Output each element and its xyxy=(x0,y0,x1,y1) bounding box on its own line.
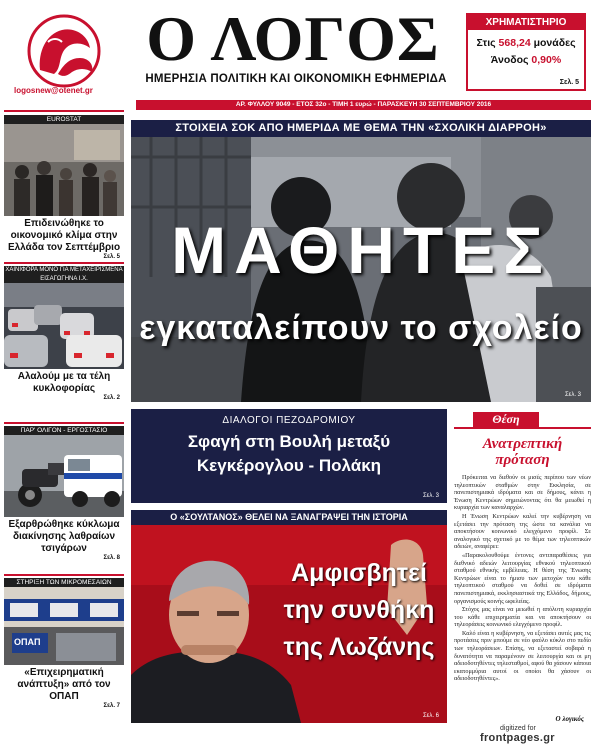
parliament-story-label: ΔΙΑΛΟΓΟΙ ΠΕΖΟΔΡΟΜΙΟΥ xyxy=(222,415,356,426)
sidebar-story-label: EUROSTAT xyxy=(4,115,124,124)
opinion-title-line2: πρόταση xyxy=(495,452,550,468)
sultan-banner: Ο «ΣΟΥΛΤΑΝΟΣ» ΘΕΛΕΙ ΝΑ ΞΑΝΑΓΡΑΨΕΙ ΤΗΝ ΙΣΤΟΡΙΑ xyxy=(131,510,447,525)
lausanne-headline-line3: της Λωζάνης xyxy=(283,633,435,661)
sidebar-story-page: Σελ. 2 xyxy=(103,395,120,401)
sidebar-photo-traffic xyxy=(4,283,124,369)
ticker-change-prefix: Άνοδος xyxy=(490,54,532,66)
parliament-story[interactable] xyxy=(131,409,447,503)
ticker-index-value: 568,24 xyxy=(498,37,531,49)
lead-headline: ΜΑΘΗΤΕΣ xyxy=(171,213,551,287)
stock-ticker-box xyxy=(466,13,586,91)
opinion-paragraph: Πρόκειται να διεθούν οι μισές περίπου των νέων τηλεοπτικών σταθμών στην Εκκλησία, σε πανεπιστημιακά ιδρύματα και σε δήμους, κάνει η Ένωση Κεντρώων σημειώνοντας ότι θα μειωθεί η κυριαρχία των καναλαρχών. xyxy=(454,474,591,512)
sidebar-story-label: ΧΑΙΝΙΦΟΡΑ ΜΟΝΟ ΓΙΑ ΜΕΤΑΧΕΙΡΙΣΜΕΝΑ ΕΙΣΑΓΩΓΗΝΑ Ι.Χ. xyxy=(5,267,123,282)
opinion-title-line1: Ανατρεπτική xyxy=(482,436,563,452)
masthead-subtitle: ΗΜΕΡΗΣΙΑ ΠΟΛΙΤΙΚΗ ΚΑΙ ΟΙΚΟΝΟΜΙΚΗ ΕΦΗΜΕΡΙΔΑ xyxy=(145,73,447,85)
sidebar-rule xyxy=(4,262,124,264)
sidebar-story-4[interactable] xyxy=(4,578,124,709)
lausanne-story[interactable] xyxy=(131,525,447,723)
opinion-paragraph: Η Ένωση Κεντρώων καλεί την κυβέρνηση να εξετάσει την πρόταση της ώστε τα κανάλια να αποκτήσουν κοινωνικό ελεγχόμενο προφίλ. Σε αναλογικό της σχετικό με το θέμα των τηλεοπτικών αδειών, αναφέρει: xyxy=(454,512,591,551)
parliament-page-ref: Σελ. 3 xyxy=(422,493,439,499)
sidebar-photo-crowd xyxy=(4,124,124,216)
opinion-title xyxy=(454,436,591,468)
opinion-tab: Θέση xyxy=(473,412,539,427)
sidebar-story-3[interactable] xyxy=(4,426,124,561)
ticker-index-line xyxy=(468,37,584,49)
sidebar-photo-opap-store xyxy=(4,587,124,665)
issue-info-bar: ΑΡ. ΦΥΛΛΟΥ 9049 - ΕΤΟΣ 32ο - ΤΙΜΗ 1 ευρώ - ΠΑΡΑΣΚΕΥΗ 30 ΣΕΠΤΕΜΒΡΙΟΥ 2016 xyxy=(136,100,591,110)
lausanne-headline xyxy=(271,555,447,666)
opinion-rule xyxy=(454,427,591,429)
lausanne-page-ref: Σελ. 6 xyxy=(422,713,439,719)
source-site-link[interactable]: frontpages.gr xyxy=(480,732,555,744)
sidebar-story-2[interactable] xyxy=(4,266,124,401)
sidebar-rule xyxy=(4,574,124,576)
lead-banner: ΣΤΟΙΧΕΙΑ ΣΟΚ ΑΠΟ ΗΜΕΡΙΔΑ ΜΕ ΘΕΜΑ ΤΗΝ «ΣΧΟΛΙΚΗ ΔΙΑΡΡΟΗ» xyxy=(131,120,591,137)
lausanne-headline-line1: Αμφισβητεί xyxy=(291,559,427,587)
sidebar-story-1[interactable] xyxy=(4,115,124,260)
ticker-page-ref: Σελ. 5 xyxy=(559,79,579,86)
ticker-change-value: 0,90% xyxy=(531,54,562,66)
sidebar-story-label: ΣΤΗΡΙΞΗ ΤΩΝ ΜΙΚΡΟΜΕΣΑΙΩΝ xyxy=(4,578,124,587)
opap-sign-text: ΟΠΑΠ xyxy=(14,637,41,647)
sidebar-story-headline: «Επιχειρηματική ανάπτυξη» από τον ΟΠΑΠ xyxy=(17,667,111,702)
lausanne-headline-line2: την συνθήκη xyxy=(283,596,435,624)
opinion-paragraph: «Παρακολουθούμε έντονες αντιπαραθέσεις για διεθνικό αδειών λειτουργίας εθνικού τηλεοπτικού σταθμού εθνικής εμβέλειας. Η θέση της Ένωσης Κεντρώων είναι το ήμισυ των μετοχών του κάθε τηλεοπτικού σταθμού να δοθεί σε ιδρύματα πανεπιστημιακά, εκκλησιαστικά της Ελλάδος, δήμους, οργανισμούς κοινής ωφελείας. xyxy=(454,551,591,605)
newspaper-logo xyxy=(18,12,110,90)
lead-page-ref: Σελ. 3 xyxy=(564,392,581,398)
ticker-heading: ΧΡΗΜΑΤΙΣΤΗΡΙΟ xyxy=(468,15,584,30)
opinion-paragraph: Στόχος μας είναι να μειωθεί η απόλυτη κυριαρχία του κάθε επιχειρηματία και να αποκτήσουν οι τηλεοράσεις κοινωνικό ελεγχόμενο προφίλ. xyxy=(454,606,591,629)
ticker-index-suffix: μονάδες xyxy=(530,37,576,49)
lead-story[interactable] xyxy=(131,137,591,402)
sidebar-photo-police xyxy=(4,435,124,517)
parliament-headline-line2: Κεγκέρογλου - Πολάκη xyxy=(196,456,382,475)
sidebar-story-label: ΠΑΡ' ΟΛΙΓΟΝ - ΕΡΓΟΣΤΑΣΙΟ xyxy=(4,426,124,435)
digitized-note: digitized for xyxy=(500,725,536,732)
sidebar-rule xyxy=(4,422,124,424)
sidebar-story-headline: Αλαλούμ με τα τέλη κυκλοφορίας xyxy=(17,371,111,394)
opinion-body xyxy=(454,474,591,684)
ticker-change-line xyxy=(468,54,584,66)
masthead-title: Ο ΛΟΓΟΣ xyxy=(146,3,440,74)
opinion-signature: Ο λογικός xyxy=(555,715,584,723)
lead-subheadline: εγκαταλείπουν το σχολείο xyxy=(139,309,583,347)
ticker-index-prefix: Στις xyxy=(476,37,499,49)
sidebar-rule xyxy=(4,110,124,112)
parliament-headline-line1: Σφαγή στη Βουλή μεταξύ xyxy=(187,432,391,451)
sidebar-story-page: Σελ. 8 xyxy=(103,555,120,561)
opinion-paragraph: Καλό είναι η κυβέρνηση, να εξετάσει αυτές μας τις προτάσεις πριν μπούμε σε νέο φαύλο κύκλο στο πεδίο των τηλεοράσεων. Επίσης, να εξεταστεί σοβαρά η δυνατότητα να παραμένουν σε λειτουργία και οι μη αδειοδοτηθέντες τηλεσταθμοί, αφού θα χάσουν κάποια εκατομμύρια αυτοί οι οποίοι θα χάσουν οι αδειοδοτηθέντες». xyxy=(454,629,591,683)
sidebar-story-page: Σελ. 5 xyxy=(103,254,120,260)
contact-email: logosnew@otenet.gr xyxy=(14,86,93,95)
sidebar-story-page: Σελ. 7 xyxy=(103,703,120,709)
sidebar-story-headline: Εξαρθρώθηκε κύκλωμα διακίνησης λαθραίων τσιγάρων xyxy=(8,519,120,554)
sidebar-story-headline: Επιδεινώθηκε το οικονομικό κλίμα στην Ελλάδα τον Σεπτέμβριο xyxy=(7,218,121,253)
